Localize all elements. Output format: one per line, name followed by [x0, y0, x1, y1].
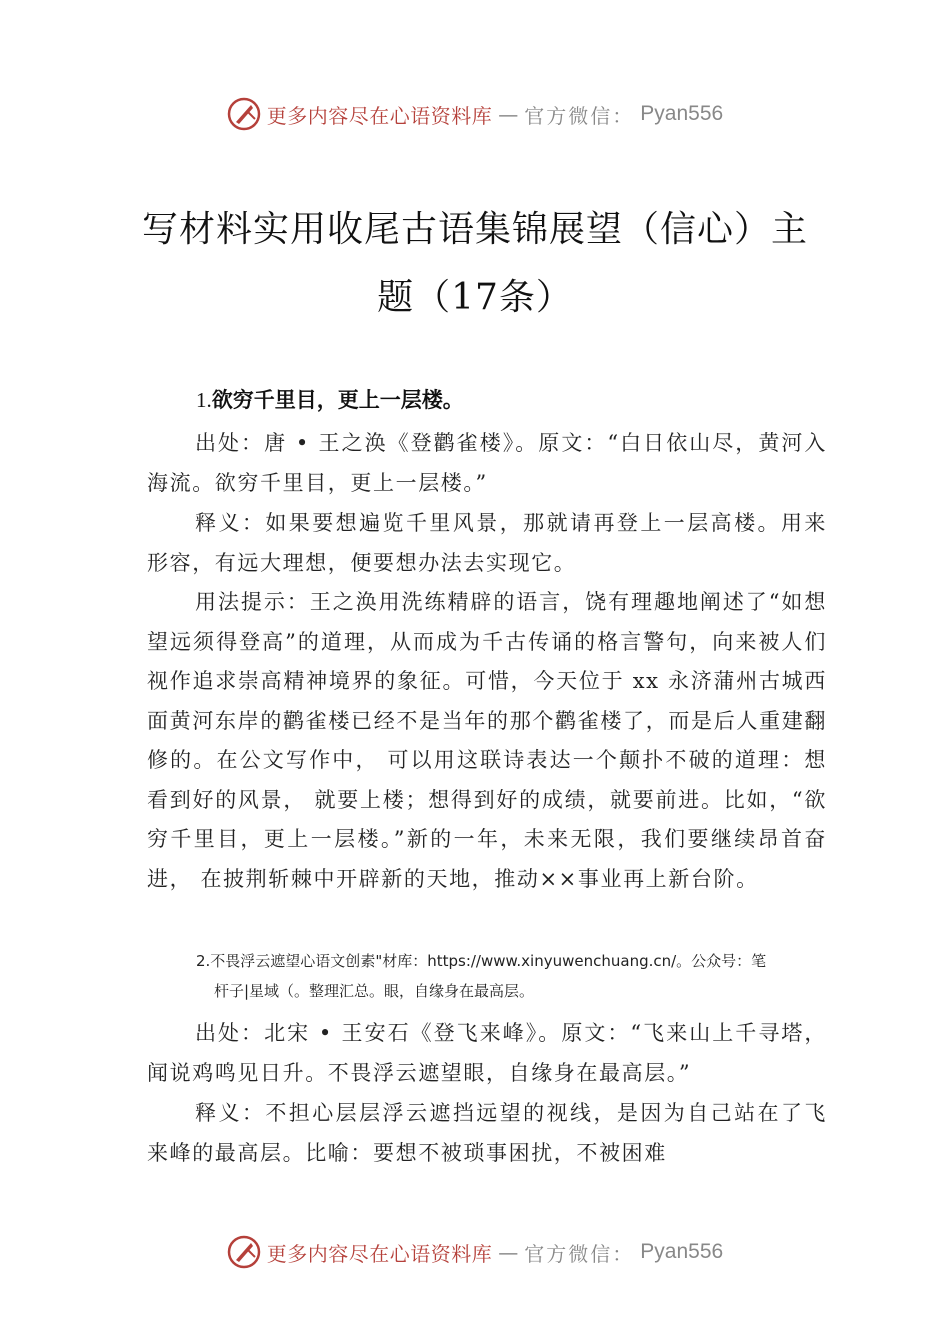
section-1-meaning: 释义：如果要想遍览千里风景，那就请再登上一层高楼。用来形容，有远大理想，便要想办法去实现它。: [147, 511, 827, 575]
banner-wechat-id: Pyan556: [640, 1240, 724, 1263]
banner-wechat-id: Pyan556: [640, 102, 724, 125]
header-banner: [0, 94, 950, 134]
section-2-meaning: 释义：不担心层层浮云遮挡远望的视线，是因为自己站在了飞来峰的最高层。比喻：要想不被琐事困扰，不被困难: [147, 1101, 827, 1165]
banner-wechat-label: 官方微信：: [524, 103, 635, 128]
quill-logo-icon: [227, 1235, 261, 1269]
page-title: 写材料实用收尾古语集锦展望（信心）主题（17条）: [141, 209, 808, 318]
footer-banner: [0, 1232, 950, 1272]
section-1-heading: [196, 384, 464, 414]
banner-separator: —: [498, 102, 519, 126]
section-1-source: 出处：唐 • 王之涣《登鹳雀楼》。原文：“白日依山尽，黄河入海流。欲穷千里目，更上一层楼。”: [147, 431, 827, 495]
section-2-heading-line1: 2.不畏浮云遮望心语文创素"材库：https://www.xinyuwenchuang.cn/。公众号：笔: [196, 952, 767, 970]
section-2-source: 出处：北宋 • 王安石《登飞来峰》。原文：“飞来山上千寻塔，闻说鸡鸣见日升。不畏浮云遮望眼，自缘身在最高层。”: [147, 1021, 827, 1085]
section-1-number: 1.: [196, 388, 212, 412]
banner-wechat-label: 官方微信：: [524, 1241, 635, 1266]
section-2-heading-line2: 杆子|星域（。整理汇总。眼，自缘身在最高层。: [214, 982, 535, 1000]
section-1-heading-text: 欲穷千里目，更上一层楼。: [211, 388, 464, 412]
quill-logo-icon: [227, 97, 261, 131]
banner-text: 更多内容尽在心语资料库: [266, 103, 493, 128]
banner-text: 更多内容尽在心语资料库: [266, 1241, 493, 1266]
section-1-usage: 用法提示：王之涣用洗练精辟的语言，饶有理趣地阐述了“如想望远须得登高”的道理，从而成为千古传诵的格言警句，向来被人们视作追求崇高精神境界的象征。可惜，今天位于 xx 永济蒲州古城西面黄河东岸的鹳雀楼已经不是当年的那个鹳雀楼了，而是后人重建翻修的。在公文写作中， 可以用这联诗表达一个颠扑不破的道理：想看到好的风景， 就要上楼；想得到好的成绩，就要前进。比如，“欲穷千里目，更上一层楼。”新的一年，未来无限，我们要继续昂首奋进， 在披荆斩棘中开辟新的天地，推动××事业再上新台阶。: [147, 590, 827, 891]
banner-separator: —: [498, 1240, 519, 1264]
section-2-heading: [196, 946, 846, 1006]
